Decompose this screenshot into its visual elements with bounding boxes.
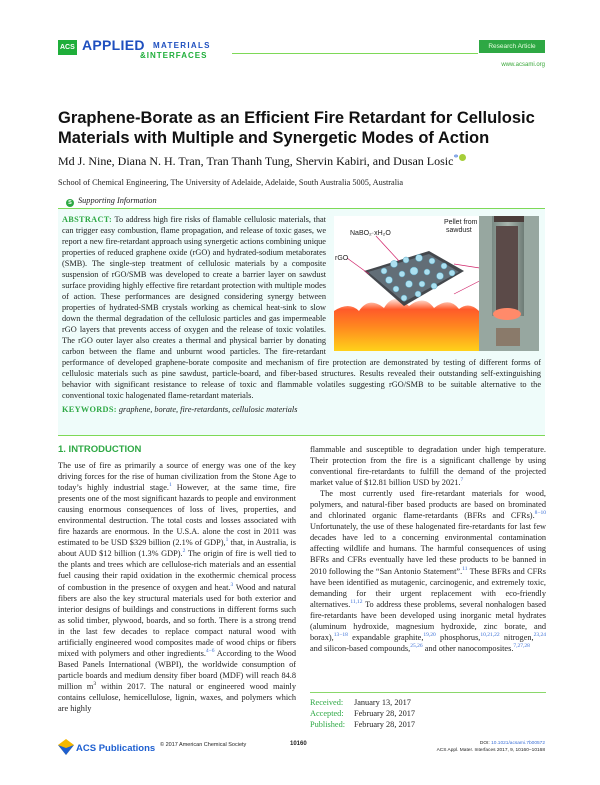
corresponding-author-mark[interactable]: *: [453, 153, 459, 164]
date-value: February 28, 2017: [354, 709, 416, 718]
author-list: [58, 153, 466, 169]
citation-ref[interactable]: 4−6: [205, 648, 215, 655]
citation-ref[interactable]: 11: [462, 565, 468, 572]
figure-label-rgo: rGO: [335, 255, 349, 262]
text-run: The origin of fire is well tied to the plants and trees which are cellulose-rich materials and an essential fuel causing their rapid oxidation in the exothermic chemical process of combustion in the presence of oxygen and heat.: [58, 549, 296, 592]
citation-ref[interactable]: 8−10: [534, 510, 546, 517]
date-received: [310, 697, 546, 708]
date-accepted: [310, 708, 546, 719]
text-run: According to the Wood Based Panels International (WBPI), the worldwide consumption of particle boards and medium density fiber board (MDF) will reach 84.8 million m: [58, 648, 296, 691]
citation-ref[interactable]: 11,12: [350, 598, 363, 605]
date-label: Published:: [310, 720, 346, 729]
abstract-label: ABSTRACT:: [62, 215, 113, 224]
citation-ref[interactable]: 3: [230, 581, 234, 588]
doi-label: DOI:: [479, 741, 490, 746]
affiliation: School of Chemical Engineering, The University of Adelaide, Adelaide, South Australia 5005, Australia: [58, 178, 404, 187]
text-run: However, at the same time, fire presents one of the most significant hazards to people and environment causing enormous consequences of loss of lives, properties, and environmental destruction. The total costs and losses associated with fire hazards are enormous. In the U.S.A. alone the cost in 2011 was estimated to be USD $329 billion (2.1% of GDP),: [58, 483, 296, 548]
citation-ref[interactable]: 1: [225, 537, 229, 544]
text-run: and other nanocomposites.: [422, 643, 514, 653]
text-run: The most currently used fire-retardant materials for wood, polymers, and natural-fiber based products are based on brominated and chlorinated organic flame-retardants (BFRs and CFRs).: [310, 489, 546, 521]
text-run: The use of fire as primarily a source of energy was one of the key driving forces for the rise of human civilization from the Stone Age to today’s highly industrial stage.: [58, 461, 296, 493]
text-run: nitrogen,: [499, 632, 534, 642]
citation-ref[interactable]: 7,27,28: [513, 643, 530, 650]
date-value: January 13, 2017: [354, 698, 411, 707]
journal-url[interactable]: www.acsami.org: [501, 62, 545, 68]
journal-logo: [58, 39, 228, 65]
article-type-badge: Research Article: [479, 40, 545, 53]
section-heading-introduction: 1. INTRODUCTION: [58, 444, 142, 455]
acs-publications-logo: [58, 739, 155, 755]
body-column-left: [58, 460, 296, 714]
paragraph: [310, 444, 546, 488]
copyright: © 2017 American Chemical Society: [160, 742, 247, 748]
paragraph: [310, 488, 546, 654]
logo-materials: MATERIALS: [153, 41, 211, 50]
date-value: February 28, 2017: [354, 720, 416, 729]
keywords: [62, 404, 541, 415]
text-run: These BFRs and CFRs have been identified as mutagenic, carcinogenic, and extremely toxic, demanding for their urgent replacement with eco-friendly alternatives.: [310, 566, 546, 609]
citation-ref[interactable]: 13−18: [333, 632, 348, 639]
citation-ref[interactable]: 19,20: [423, 632, 436, 639]
superscript: 3: [93, 681, 97, 688]
text-run: within 2017. The natural or engineered wood mainly contains cellulose, hemicellulose, lignin, waxes, and polymers which are highly: [58, 681, 296, 714]
journal-citation: ACS Appl. Mater. Interfaces 2017, 9, 10160−10168: [436, 748, 545, 753]
orcid-icon[interactable]: [459, 154, 466, 161]
supporting-information-link[interactable]: [66, 196, 157, 207]
toc-graphic: [334, 216, 539, 351]
doi-link[interactable]: 10.1021/acsami.7b00572: [491, 741, 545, 746]
logo-acs: ACS: [58, 40, 77, 55]
date-label: Received:: [310, 698, 344, 707]
supporting-info-icon: S: [66, 199, 74, 207]
citation-ref[interactable]: 7: [460, 477, 464, 484]
citation-ref[interactable]: 1: [168, 482, 172, 489]
body-column-right: [310, 444, 546, 654]
authors: Md J. Nine, Diana N. H. Tran, Tran Thanh Tung, Shervin Kabiri, and Dusan Losic: [58, 154, 454, 168]
text-run: flammable and susceptible to degradation under high temperature. Their protection from the fire is a significant challenge by using conventional fire-retardants to fulfill the demand of the projected market value of $12.81 billion USD by 2021.: [310, 445, 546, 488]
date-label: Accepted:: [310, 709, 344, 718]
citation-ref[interactable]: 25,26: [410, 643, 423, 650]
page-number: 10160: [290, 741, 307, 747]
article-dates: [310, 692, 546, 730]
text-run: phosphorus,: [435, 632, 481, 642]
citation-ref[interactable]: 2: [182, 548, 186, 555]
date-published: [310, 719, 546, 730]
publisher-name: ACS Publications: [76, 743, 156, 754]
logo-interfaces: &INTERFACES: [140, 51, 208, 60]
citation-ref[interactable]: 10,21,22: [480, 632, 500, 639]
text-run: and silicon-based compounds,: [310, 643, 411, 653]
text-run: Unfortunately, the use of these halogenated fire-retardants for last few decades have led to a concerning environmental contamination affecting wildlife and humans. The harmful consequences of using BFRs and CFRs eventually have led these products to be banned in 2010 following the “San Antonio Statement”.: [310, 522, 546, 576]
keywords-label: KEYWORDS:: [62, 405, 117, 414]
citation-info: [437, 740, 545, 754]
figure-label-pellet: Pellet from sawdust: [444, 219, 478, 234]
figure-label-crystal: NaBO₂·xH₂O: [350, 230, 391, 237]
text-run: To address these problems, several nonhalogen based fire-retardants have been developed using inorganic metal hydrates (aluminum hydroxide, magnesium hydroxide, zinc borate, and borax),: [310, 599, 546, 642]
acs-diamond-icon: [58, 739, 74, 755]
supporting-info-label: Supporting Information: [78, 196, 157, 205]
keywords-list: graphene, borate, fire-retardants, cellulosic materials: [118, 405, 298, 414]
article-title: Graphene-Borate as an Efficient Fire Retardant for Cellulosic Materials with Multiple and Synergetic Modes of Action: [58, 109, 535, 147]
abstract-box: [58, 209, 545, 436]
abstract-text: To address high fire risks of flamable cellulosic materials, that can trigger easy combustion, flame propagation, and release of toxic gases, we report a new fire-retardant approach using synergetic actions combining unique properties of reduced graphene oxide (rGO) and hydrated-sodium metaborates (SMB). The single-step treatment of cellulosic materials by a composite suspension of rGO/SMB was developed to create a barrier layer on sawdust surface providing highly effective fire retardant protection with multiple modes of action. These performances are designed considering synergy between properties of hydrated-SMB crystals working as chemical heat-sink to slow down the thermal degradation of the cellulosic particles and gas impermeable rGO layers that prevents access of oxygen and the release of toxic volatiles. The rGO outer layer also creates a thermal and physical barrier by donating carbon between the flame and unburnt wood particles. The fire-retardant performance of developed graphene-borate composite and mechanism of fire protection are demonstrated by testing of different forms of cellulosic materials such as pine sawdust, particle-board, and fiber-based structures. Results revealed their outstanding self-extinguishing behavior with significant resistance to release of toxic and flammable volatiles suggesting rGO/SMB to be suitable alternative to the conventional toxic halogenated flame-retardant materials.: [62, 215, 541, 400]
citation-ref[interactable]: 23,24: [533, 632, 546, 639]
logo-applied: APPLIED: [82, 37, 145, 53]
text-run: that, in Australia, is about AUD $12 billion (1.3% GDP).: [58, 538, 296, 559]
text-run: Wood and natural fibers are also the key structural materials used for both exterior and interior designs of buildings and constructions in different forms such as solid timber, plywood, boards, and so forth. There is a strong trend in the last few decades to replace compact natural wood with artificially engineered wood composites made of wood chips or fibers mixed with polymers and other ingredients.: [58, 582, 296, 658]
paragraph: [58, 460, 296, 714]
text-run: expandable graphite,: [347, 632, 424, 642]
header-rule: [232, 53, 478, 54]
